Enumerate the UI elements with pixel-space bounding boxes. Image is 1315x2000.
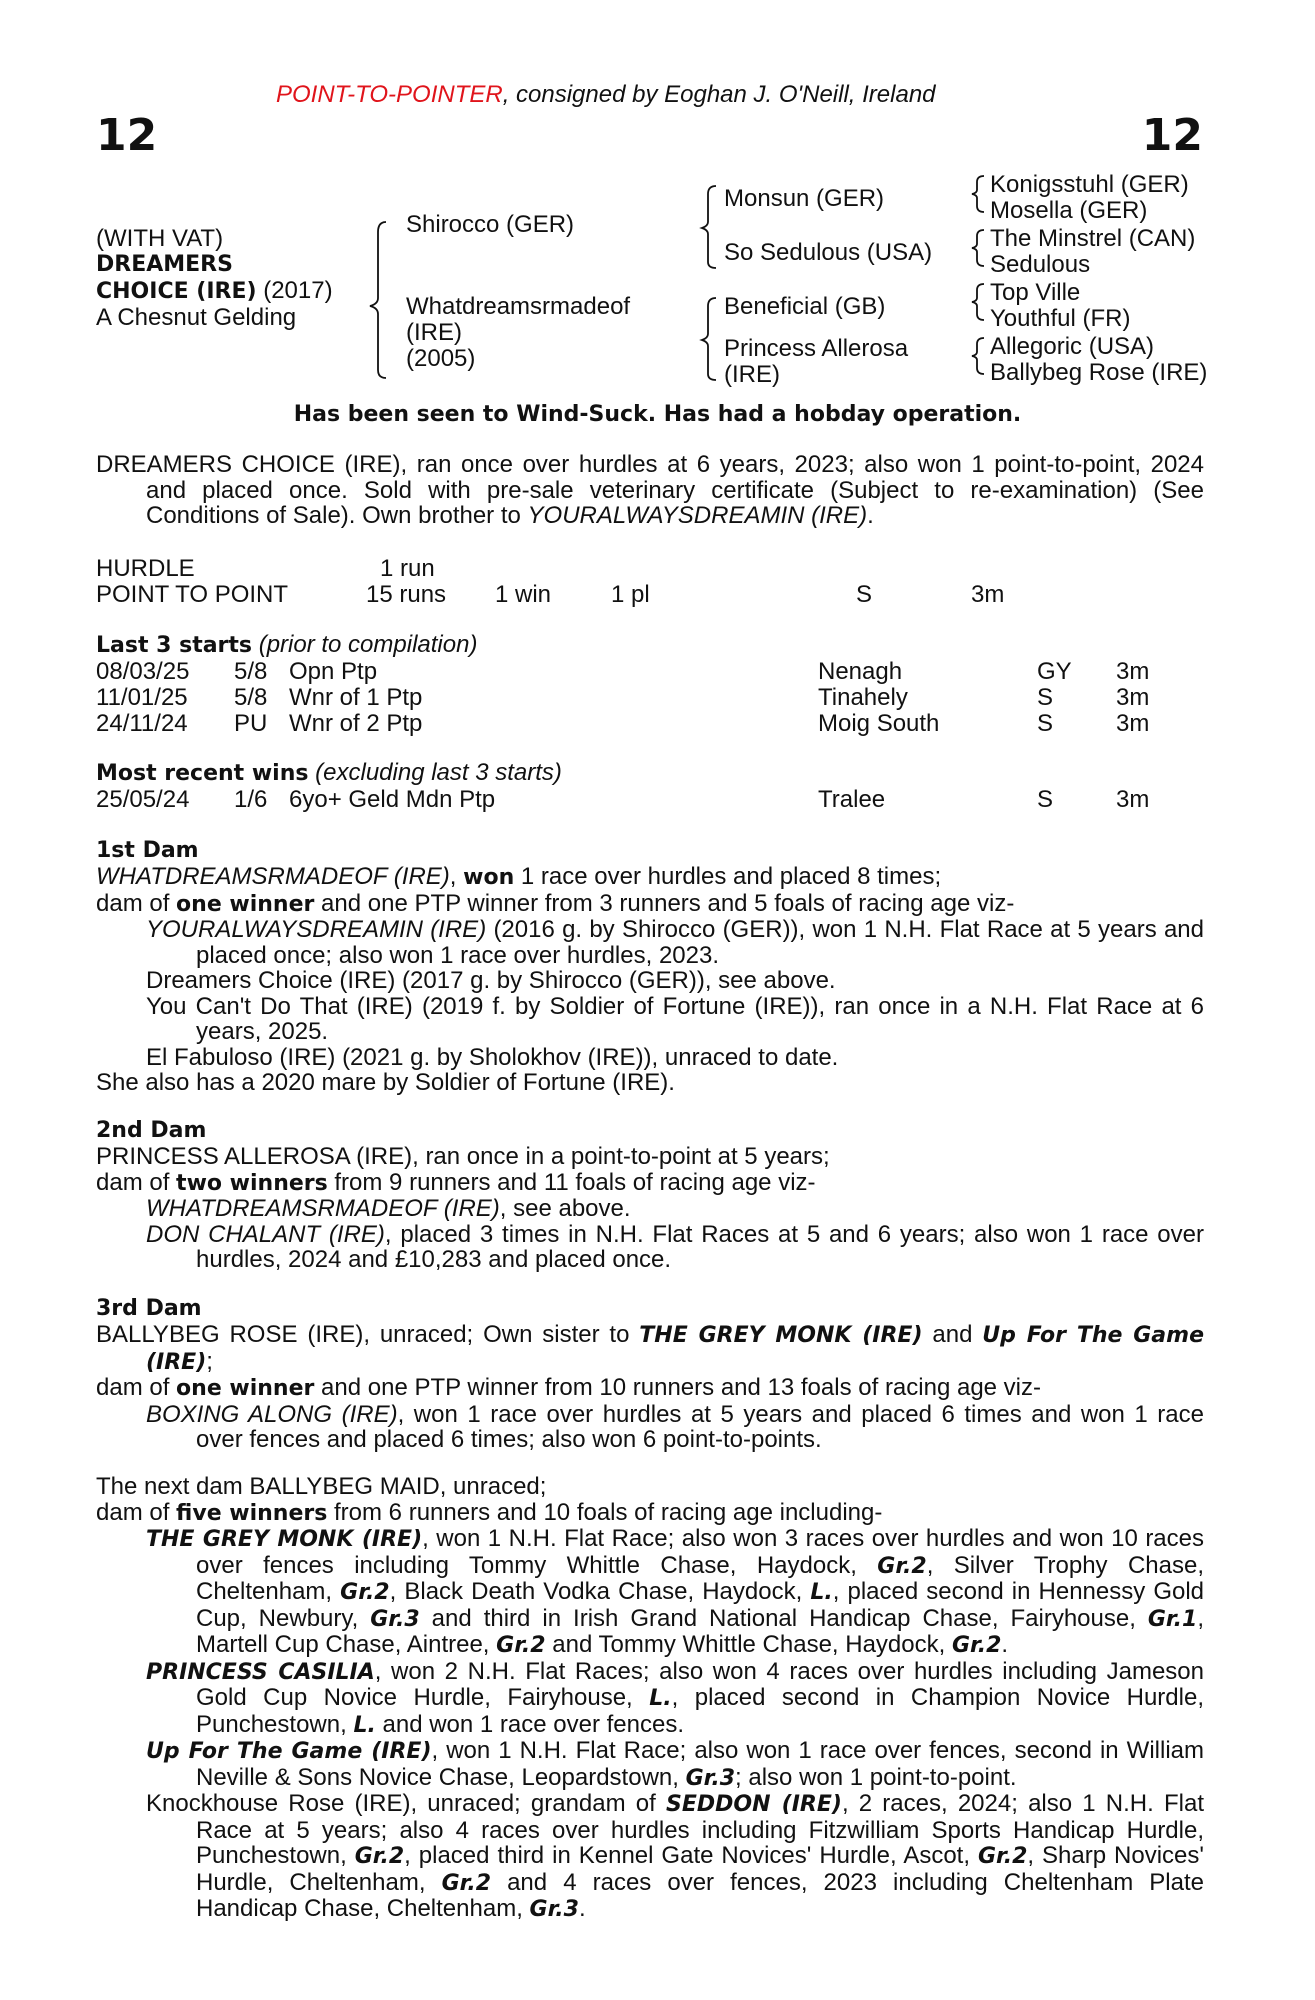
start-course: Tinahely (818, 684, 908, 711)
produce-record: , Sharp Novices' Hurdle, Cheltenham, (196, 1842, 1204, 1896)
recent-wins-title: Most recent wins (96, 761, 309, 786)
dam-line1: Whatdreamsrmadeof (406, 293, 631, 320)
dam1-footnote: She also has a 2020 mare by Soldier of Fortune (IRE). (96, 1069, 675, 1096)
record-row-hurdle (96, 555, 1216, 581)
dam-of: dam of (96, 1168, 177, 1196)
win-date: 25/05/24 (96, 786, 190, 813)
start-date: 24/11/24 (96, 710, 188, 737)
produce-record: , won 2 N.H. Flat Races; also won 4 races over hurdles including Jameson Gold Cup Novice Hurdle, Fairyhouse, (196, 1657, 1204, 1711)
produce-record: , won 1 N.H. Flat Race; also won 1 race over fences, second in William Neville & Sons Novice Chase, Leopardstown, (196, 1737, 1204, 1791)
winners-count: one winner (176, 891, 315, 917)
grade: Gr.2 (441, 1870, 492, 1896)
winners-count: one winner (176, 1376, 315, 1401)
dam2-section (96, 1144, 1204, 1273)
stakes-winner: Up For The Game (IRE) (146, 1323, 1204, 1375)
own-brother-name: YOURALWAYSDREAMIN (IRE) (527, 502, 868, 529)
produce-record: , Silver Trophy Chase, Cheltenham, (196, 1551, 1204, 1605)
consignor-text: , consigned by Eoghan J. O'Neill, Ireland (502, 81, 936, 108)
produce-record: (2016 g. by Shirocco (GER)), won 1 N.H. Flat Race at 5 years and placed once; also won 1 race over hurdles, 2023. (196, 916, 1204, 969)
start-distance: 3m (1116, 658, 1150, 685)
produce-name: THE GREY MONK (IRE) (146, 1527, 423, 1552)
dam-dam-line2: (IRE) (724, 361, 780, 388)
produce-name: PRINCESS CASILIA (146, 1659, 375, 1685)
start-race: Wnr of 2 Ptp (289, 710, 423, 737)
grade: Gr.1 (1147, 1606, 1198, 1632)
start-going: GY (1037, 658, 1072, 685)
produce-record: , placed third in Kennel Gate Novices' Hurdle, Ascot, (404, 1842, 978, 1869)
produce-up-for-the-game (146, 1738, 1204, 1791)
next-dam-section (96, 1474, 1204, 1923)
ggp-8: Ballybeg Rose (IRE) (990, 359, 1208, 386)
ggp-7: Allegoric (USA) (990, 333, 1155, 360)
summary-end: . (867, 502, 874, 529)
first-generation-brace (370, 222, 386, 378)
brace-3b (972, 230, 984, 266)
dam1-name: WHATDREAMSRMADEOF (IRE) (96, 863, 450, 890)
record-row-ptp (96, 581, 1216, 607)
winners-count: five winners (176, 1500, 328, 1526)
last3-title: Last 3 starts (96, 633, 253, 658)
punct: . (578, 1895, 586, 1922)
win-going: S (1037, 786, 1054, 813)
produce-record: Knockhouse Rose (IRE), unraced; grandam of (146, 1790, 666, 1817)
record-runs: 15 runs (366, 581, 447, 608)
dam-line3: (2005) (406, 345, 476, 372)
produce-record: and Tommy Whittle Chase, Haydock, (545, 1631, 952, 1658)
dam1-title: 1st Dam (96, 838, 199, 863)
dam2-line: PRINCESS ALLEROSA (IRE), ran once in a point-to-point at 5 years; (96, 1143, 830, 1170)
start-position: 5/8 (234, 684, 268, 711)
start-race: Opn Ptp (289, 658, 378, 685)
recent-wins-heading (96, 760, 562, 787)
grade: Gr.3 (685, 1765, 736, 1791)
sire-sire: Monsun (GER) (724, 185, 885, 212)
vat-note: (WITH VAT) (96, 225, 224, 252)
record-type: POINT TO POINT (96, 581, 289, 608)
record-distance: 3m (971, 581, 1005, 608)
grade: Gr.2 (340, 1580, 390, 1605)
produce-name: YOURALWAYSDREAMIN (IRE) (146, 916, 487, 943)
grade: Gr.2 (496, 1633, 546, 1658)
produce-record: and 4 races over fences, 2023 including Cheltenham Plate Handicap Chase, Cheltenham, (196, 1868, 1204, 1922)
produce-name: BOXING ALONG (IRE) (146, 1400, 398, 1428)
punct: . (1001, 1631, 1009, 1658)
start-position: 5/8 (234, 658, 268, 685)
foaling-year: (2017) (256, 277, 333, 304)
joiner: and (922, 1321, 983, 1348)
record-type: HURDLE (96, 555, 195, 582)
produce-record: , 2 races, 2024; also 1 N.H. Flat Race at 5 years; also 4 races over hurdles including Fitzwilliam Sports Handicap Hurdle, Punchestown, (196, 1790, 1204, 1869)
last3-heading (96, 632, 477, 659)
sire-dam: So Sedulous (USA) (724, 239, 933, 266)
start-distance: 3m (1116, 710, 1150, 737)
ggp-5: Top Ville (990, 279, 1081, 306)
dam-dam-line1: Princess Allerosa (724, 335, 909, 362)
produce-record: and won 1 race over fences. (375, 1710, 685, 1738)
produce-entry: El Fabuloso (IRE) (2021 g. by Sholokhov (IRE)), unraced to date. (146, 1043, 839, 1071)
produce-name: WHATDREAMSRMADEOF (IRE) (146, 1195, 500, 1222)
produce-record: , placed 3 times in N.H. Flat Races at 5 and 6 years; also won 1 race over hurdles, 2024 and £10,283 and placed once. (196, 1220, 1204, 1273)
start-race: Wnr of 1 Ptp (289, 684, 423, 711)
recent-wins-note: (excluding last 3 starts) (308, 759, 562, 786)
ggp-1: Konigsstuhl (GER) (990, 171, 1189, 198)
win-race: 6yo+ Geld Mdn Ptp (289, 786, 496, 813)
win-position: 1/6 (234, 786, 268, 813)
produce-summary: and one PTP winner from 10 runners and 13 foals of racing age viz- (314, 1374, 1042, 1401)
start-row (96, 658, 1216, 684)
start-course: Nenagh (818, 658, 903, 685)
produce-record: and third in Irish Grand National Handicap Chase, Fairyhouse, (419, 1604, 1148, 1632)
dam-of: dam of (96, 1498, 177, 1526)
win-row (96, 786, 1216, 812)
grade: Gr.3 (370, 1606, 420, 1632)
sire-brace (702, 186, 716, 268)
dam1-record: 1 race over hurdles and placed 8 times; (514, 863, 942, 890)
dam1-section (96, 864, 1204, 1096)
start-row (96, 710, 1216, 736)
grade: L. (649, 1686, 672, 1711)
ggp-4: Sedulous (990, 251, 1091, 278)
produce-name: Up For The Game (IRE) (146, 1739, 432, 1764)
produce-summary: from 9 runners and 11 foals of racing age viz- (327, 1168, 816, 1196)
horse-description: A Chesnut Gelding (96, 304, 297, 331)
veterinary-warning: Has been seen to Wind-Suck. Has had a hobday operation. (293, 402, 1022, 427)
produce-record: , placed second in Hennessy Gold Cup, Newbury, (196, 1578, 1205, 1632)
summary-text: DREAMERS CHOICE (IRE), ran once over hurdles at 6 years, 2023; also won 1 point-to-point, 2024 and placed once. Sold with pre-sale veterinary certificate (Subject to re-examination) (See Conditions of Sale). Own brother to (96, 451, 1204, 529)
grade: Gr.2 (977, 1844, 1028, 1869)
record-wins: 1 win (495, 581, 552, 608)
produce-grey-monk (146, 1526, 1204, 1659)
dam-brace (702, 298, 716, 380)
grade: L. (810, 1580, 833, 1605)
horse-name-line2: CHOICE (IRE) (96, 279, 257, 304)
record-placed: 1 pl (611, 581, 650, 608)
horse-name-line1: DREAMERS (96, 252, 233, 277)
record-runs: 1 run (380, 555, 435, 582)
sire: Shirocco (GER) (406, 211, 575, 238)
brace-3d (972, 338, 984, 374)
produce-knockhouse-rose (146, 1791, 1204, 1923)
dam2-title: 2nd Dam (96, 1118, 207, 1143)
produce-entry: Dreamers Choice (IRE) (2017 g. by Shirocco (GER)), see above. (146, 967, 836, 994)
dam3-section (96, 1322, 1204, 1453)
dam1-won: won (463, 865, 515, 890)
brace-3a (972, 176, 984, 212)
start-distance: 3m (1116, 684, 1150, 711)
record-going: S (856, 581, 873, 608)
ggp-2: Mosella (GER) (990, 197, 1148, 224)
grade: Gr.2 (951, 1633, 1002, 1658)
start-course: Moig South (818, 710, 940, 737)
lot-number-left: 12 (96, 110, 158, 161)
grade: Gr.3 (529, 1897, 579, 1922)
lot-number-right: 12 (1141, 110, 1203, 161)
dam3-title: 3rd Dam (96, 1296, 202, 1321)
ggp-3: The Minstrel (CAN) (990, 225, 1196, 252)
start-going: S (1037, 710, 1054, 737)
winners-count: two winners (176, 1170, 328, 1196)
grade: Gr.2 (354, 1844, 405, 1869)
produce-record: , placed second in Champion Novice Hurdle, Punchestown, (196, 1684, 1204, 1738)
punct: ; (206, 1347, 213, 1375)
start-row (96, 684, 1216, 710)
produce-record: , Martell Cup Chase, Aintree, (196, 1604, 1204, 1658)
stakes-winner: THE GREY MONK (IRE) (639, 1323, 923, 1348)
produce-record: , won 1 N.H. Flat Race; also won 3 races over hurdles and won 10 races over fences including Tommy Whittle Chase, Haydock, (196, 1525, 1204, 1579)
summary-paragraph (96, 452, 1204, 529)
produce-record: ; also won 1 point-to-point. (735, 1763, 1017, 1791)
win-distance: 3m (1116, 786, 1150, 813)
brace-3c (972, 284, 984, 320)
next-dam-line: The next dam BALLYBEG MAID, unraced; (96, 1473, 547, 1500)
produce-record: , won 1 race over hurdles at 5 years and placed 6 times and won 1 race over fences and placed 6 times; also won 6 point-to-points. (196, 1400, 1204, 1453)
ggp-6: Youthful (FR) (990, 305, 1131, 332)
dam-line2: (IRE) (406, 319, 462, 346)
sep: , (449, 863, 464, 890)
produce-entry: You Can't Do That (IRE) (2019 f. by Soldier of Fortune (IRE)), ran once in a N.H. Flat Race at 6 years, 2025. (146, 992, 1204, 1045)
category-label: POINT-TO-POINTER (276, 81, 503, 108)
grade: Gr.2 (877, 1553, 927, 1579)
start-date: 11/01/25 (96, 684, 188, 711)
last3-note: (prior to compilation) (252, 631, 478, 658)
produce-summary: and one PTP winner from 3 runners and 5 foals of racing age viz- (314, 889, 1015, 917)
produce-summary: from 6 runners and 10 foals of racing age including- (327, 1498, 883, 1526)
start-going: S (1037, 684, 1054, 711)
dam3-text: BALLYBEG ROSE (IRE), unraced; Own sister to (96, 1321, 640, 1348)
dam-of: dam of (96, 1374, 177, 1401)
grade: L. (353, 1712, 376, 1738)
start-position: PU (234, 710, 268, 737)
produce-record: , see above. (499, 1195, 631, 1222)
start-date: 08/03/25 (96, 658, 190, 685)
win-course: Tralee (818, 786, 886, 813)
dam-of: dam of (96, 889, 177, 917)
produce-name: SEDDON (IRE) (665, 1792, 842, 1817)
produce-record: , Black Death Vodka Chase, Haydock, (389, 1578, 811, 1605)
produce-name: DON CHALANT (IRE) (146, 1220, 385, 1248)
dam-sire: Beneficial (GB) (724, 293, 886, 320)
produce-casilia (146, 1659, 1204, 1739)
